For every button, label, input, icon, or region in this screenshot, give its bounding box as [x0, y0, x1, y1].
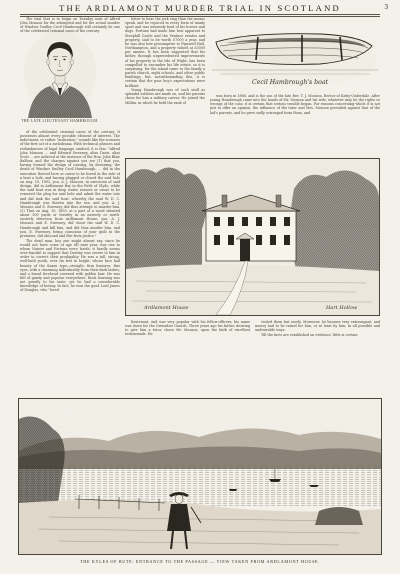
boat-illustration [210, 20, 380, 90]
article-column-left [20, 130, 120, 392]
article-paragraph: The dead man, boy one might almost say, since he would not have come of age till next year, was one to whom Nature and Fortune were lavish; it hardly seems over-fanciful to suggest that Destiny was severe to him in order to correct their prodigality. He was a tall, strong, well-built youth, over six feet in height, whose face had beauty of the Saxon type—straight, firm features, fine eyes, with a charming individuality from their dark lashes, and a broad forehead crowned with golden hair. He was full of gaiety and popular everywhere. Book learning was not greatly to his taste, yet he had a considerable knowledge of botany. In fact, he won the good Lord James of Douglas, who "loved [20, 238, 120, 293]
article-column-mid [125, 17, 205, 155]
intro-paragraph: The trial that is to begin on Tuesday next of Alfred John Monson for the attempted and for the actual murder of Windsor Dudley Cecil Hambrough will certainly be one of the celebrated criminal cases of the century. [20, 17, 120, 33]
portrait-engraving [20, 18, 100, 118]
landscape-caption: THE KYLES OF BUTE: ENTRANCE TO THE PASSAGE — VIEW TAKEN FROM ARDLAMONT HOUSE. [80, 559, 320, 564]
article-column-below-house [125, 320, 250, 392]
page-title [0, 3, 400, 13]
house-label-right: Hart Hollow [326, 305, 358, 311]
article-paragraph: lieutenant, and was very popular with his fellow-officers; his name was down for the Grenadier Guards. Three years ago his father, desiring to give him a tutor, chose Mr. Monson, upon the faith of excellent testimonials. He [125, 320, 250, 337]
article-paragraph: was born in 1868, and is the son of the late Rev. T. J. Monson, Rector of Kirby-Underdale. After young Hambrough came into the hands of Mr. Monson and his wife, whatever may be the rights or wrongs of the case, it is certain that serious trouble began. For reasons concerning which it is not just to offer an opinion, the influence of the tutor and Mrs. Monson prevailed against that of the lad's parents, and he grew sadly estranged from them, and [210, 94, 380, 115]
page-title-text: THE ARDLAMONT MURDER TRIAL IN SCOTLAND [59, 3, 341, 13]
house-engraving [126, 159, 379, 315]
article-paragraph: Young Hambrough was of such stuff as splendid soldiers are made on, and his parents chose for him a military career. He joined the Militia, in which he held the rank of [125, 88, 205, 105]
article-column-right [210, 94, 380, 154]
boat-engraving [210, 20, 380, 90]
portrait-figure [20, 18, 100, 126]
portrait-caption: THE LATE LIEUTENANT HAMBROUGH. [21, 119, 99, 123]
article-paragraph: letter to hear the jerk sing than the means speak, and he rejoiced in every form of manly sport and was intensely fond of his horses and dogs. Fortune had made him heir apparent to Steephill Castle and the Ventnor estates and property, said to be worth £7000 a year, and he was also heir presumptive to Pipewell Hall, Northampton, and a property valued at £3000 per annum. It has been suggested that his father, through unprecedented improvements of his property in the Isle of Wight, has been compelled to encumber his life estate, so it is surprising, for the island came to the family a parish church, eight schools, and other public buildings, but, notwithstanding this, it is certain that the poor boy's expectations were brilliant. [125, 17, 205, 88]
article-paragraph: Till the facts are established on evidence, little is certain [261, 332, 358, 337]
article-paragraph: of the celebrated criminal cases of the century. It possesses almost every possible element of interest. The indictment, or rather "indication," sounds like the scenario of the first act of a melodrama. With technical phrases and redundancies of legal language omitted, it is this: "Alfred John Monson ... and Edward Sweeney, alias Davis, alias Scott ... are indicted at the instance of the Hon. John Blair Balfour, and the charges against you are (1) that you, having formed the design of causing, by drowning, the death of Windsor Dudley Cecil Hambrough, ... did in the execution thereof bore or cause to be bored in the side of a boat a hole, and having plugged or closed the said hole on Aug. 10, 1893, you, A. J. Monson, in execution of said design, did in Ardlamont Bay in the Firth of Clyde, while the said boat was in deep water, remove or cause to be removed the plug for said hole and admit the water into and did sink the said boat, whereby the said W. D. C. Hambrough was thrown into the sea, and you, A. J. Monson and E. Sweeney, did thus attempt to murder him. (2) That on Aug. 10, 1893, at a part of a wood situated about 300 yards or thereby in an easterly or north-easterly direction from Ardlamont House, you, A. J. Monson and E. Sweeney, did shoot the said W. D. C. Hambrough and kill him, and did thus murder him, and you, E. Sweeney, being conscious of your guilt in the premises, did abscond and flee from justice." [20, 130, 120, 238]
house-label-left: Ardlamont House [144, 305, 189, 311]
landscape-illustration [18, 398, 382, 555]
portrait-credit: Photo by Kirkby Smith, Harrogate [37, 114, 83, 117]
boat-caption: Cecil Hambrough's boat [252, 79, 329, 86]
house-illustration [125, 158, 380, 316]
article-column-below-house-right [255, 320, 380, 392]
article-paragraph: visited them but rarely. Moreover, he became very extravagant, and money had to be raised for him, or at least by him, in all possible and undesirable ways. [255, 320, 380, 333]
page-number: 3 [384, 3, 388, 11]
landscape-engraving [19, 399, 381, 554]
intro-column [20, 17, 120, 33]
